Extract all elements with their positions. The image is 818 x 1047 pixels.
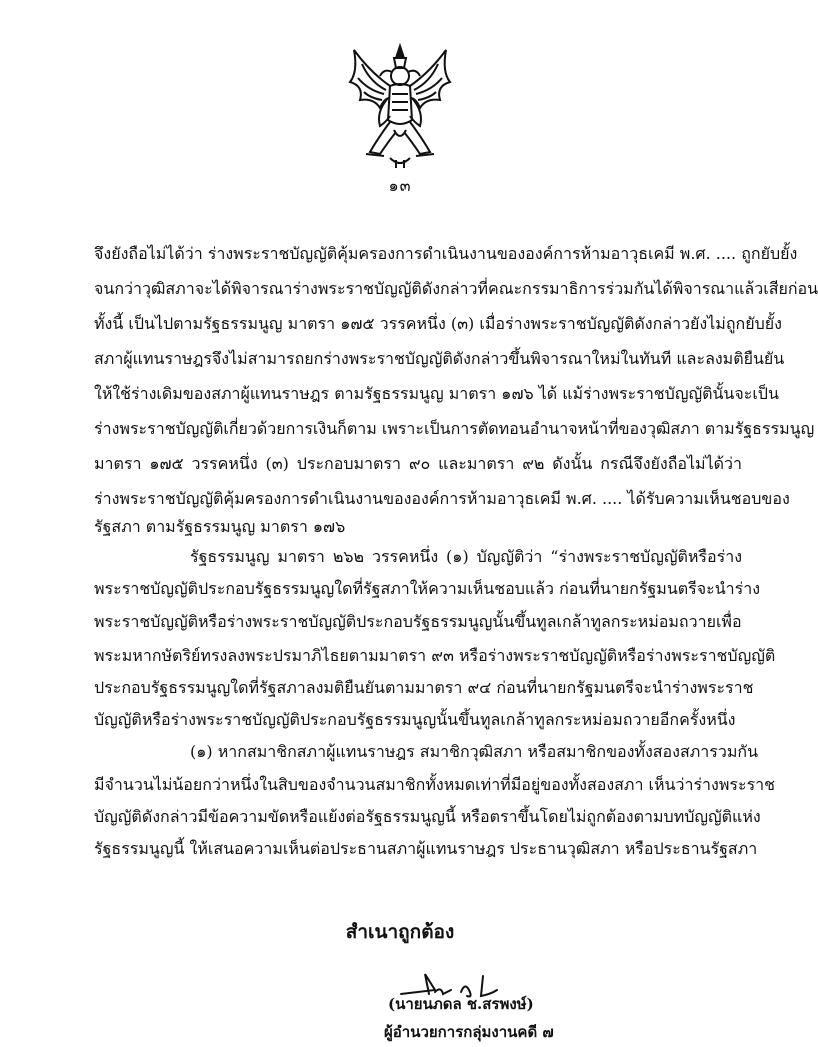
paragraph-line: รัฐธรรมนูญ มาตรา ๒๖๒ วรรคหนึ่ง (๑) บัญญัติว่า “ร่างพระราชบัญญัติหรือร่าง xyxy=(190,547,742,566)
paragraph-line: รัฐธรรมนูญนี้ ให้เสนอความเห็นต่อประธานสภาผู้แทนราษฎร ประธานวุฒิสภา หรือประธานรัฐสภา xyxy=(94,839,758,858)
certified-copy-title: สำเนาถูกต้อง xyxy=(345,921,455,943)
paragraph-line: จึงยังถือไม่ได้ว่า ร่างพระราชบัญญัติคุ้มครองการดำเนินงานขององค์การห้ามอาวุธเคมี พ.ศ. .... ถูกยับยั้ง xyxy=(94,244,798,263)
garuda-emblem-icon xyxy=(340,42,460,172)
page-number: ๑๓ xyxy=(388,176,412,195)
paragraph-line: พระราชบัญญัติหรือร่างพระราชบัญญัติประกอบรัฐธรรมนูญนั้นขึ้นทูลเกล้าทูลกระหม่อมถวายเพื่อ xyxy=(94,612,742,631)
paragraph-line: พระมหากษัตริย์ทรงลงพระปรมาภิไธยตามมาตรา ๙๓ หรือร่างพระราชบัญญัติหรือร่างพระราชบัญญัติ xyxy=(94,646,776,665)
paragraph-line: ทั้งนี้ เป็นไปตามรัฐธรรมนูญ มาตรา ๑๗๕ วรรคหนึ่ง (๓) เมื่อร่างพระราชบัญญัติดังกล่าวยังไม่ถูกยับยั้ง xyxy=(94,314,782,333)
paragraph-line: รัฐสภา ตามรัฐธรรมนูญ มาตรา ๑๗๖ xyxy=(94,517,346,536)
paragraph-line: ประกอบรัฐธรรมนูญใดที่รัฐสภาลงมติยืนยันตามมาตรา ๙๔ ก่อนที่นายกรัฐมนตรีจะนำร่างพระราช xyxy=(94,678,754,697)
paragraph-line: บัญญัติดังกล่าวมีข้อความขัดหรือแย้งต่อรัฐธรรมนูญนี้ หรือตราขึ้นโดยไม่ถูกต้องตามบทบัญญัติแห่ง xyxy=(94,807,761,826)
signer-position: ผู้อำนวยการกลุ่มงานคดี ๗ xyxy=(384,1023,554,1041)
paragraph-line: บัญญัติหรือร่างพระราชบัญญัติประกอบรัฐธรรมนูญนั้นขึ้นทูลเกล้าทูลกระหม่อมถวายอีกครั้งหนึ่ง xyxy=(94,710,736,729)
paragraph-line: (๑) หากสมาชิกสภาผู้แทนราษฎร สมาชิกวุฒิสภา หรือสมาชิกของทั้งสองสภารวมกัน xyxy=(190,742,759,761)
paragraph-line: มาตรา ๑๗๕ วรรคหนึ่ง (๓) ประกอบมาตรา ๙๐ และมาตรา ๙๒ ดังนั้น กรณีจึงยังถือไม่ได้ว่า xyxy=(94,454,742,473)
paragraph-line: สภาผู้แทนราษฎรจึงไม่สามารถยกร่างพระราชบัญญัติดังกล่าวขึ้นพิจารณาใหม่ในทันที และลงมติยืนยัน xyxy=(94,349,785,368)
paragraph-line: ร่างพระราชบัญญัติคุ้มครองการดำเนินงานขององค์การห้ามอาวุธเคมี พ.ศ. .... ได้รับความเห็นชอบของ xyxy=(94,489,790,508)
paragraph-line: มีจำนวนไม่น้อยกว่าหนึ่งในสิบของจำนวนสมาชิกทั้งหมดเท่าที่มีอยู่ของทั้งสองสภา เห็นว่าร่างพระราช xyxy=(94,775,776,794)
signer-name: (นายนภดล ช.สรพงษ์) xyxy=(388,995,534,1013)
paragraph-line: ให้ใช้ร่างเดิมของสภาผู้แทนราษฎร ตามรัฐธรรมนูญ มาตรา ๑๗๖ ได้ แม้ร่างพระราชบัญญัตินั้นจะเป็น xyxy=(94,384,779,403)
paragraph-line: จนกว่าวุฒิสภาจะได้พิจารณาร่างพระราชบัญญัติดังกล่าวที่คณะกรรมาธิการร่วมกันได้พิจารณาแล้วเสียก่อน xyxy=(94,279,818,298)
paragraph-line: ร่างพระราชบัญญัติเกี่ยวด้วยการเงินก็ตาม เพราะเป็นการตัดทอนอำนาจหน้าที่ของวุฒิสภา ตามรัฐธรรมนูญ xyxy=(94,419,815,438)
paragraph-line: พระราชบัญญัติประกอบรัฐธรรมนูญใดที่รัฐสภาให้ความเห็นชอบแล้ว ก่อนที่นายกรัฐมนตรีจะนำร่าง xyxy=(94,579,761,598)
